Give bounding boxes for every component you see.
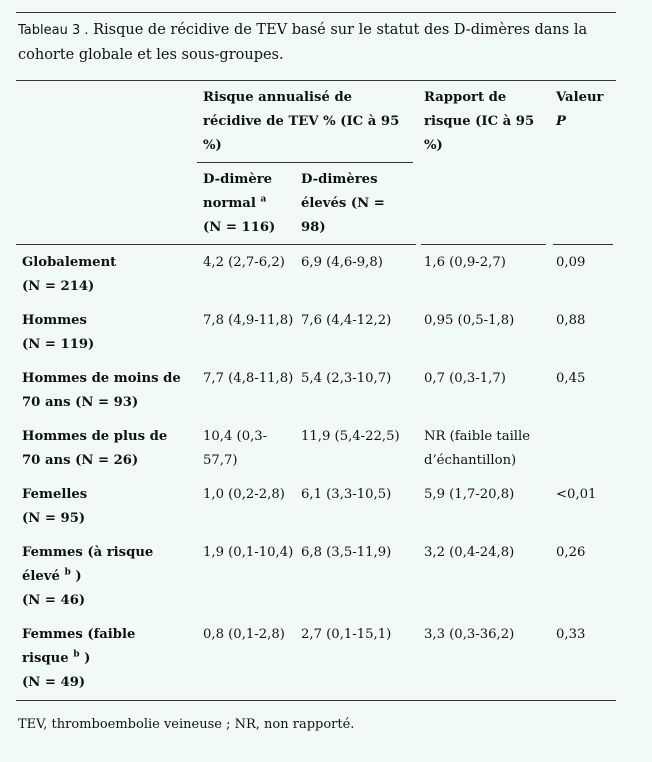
table-footnote: TEV, thromboembolie veineuse ; NR, non rapporté. bbox=[18, 717, 355, 732]
row-label bbox=[22, 425, 197, 473]
header-bottom-rule-1 bbox=[16, 244, 416, 245]
table-bottom-rule bbox=[16, 700, 616, 701]
cell-normal: 4,2 (2,7-6,2) bbox=[203, 255, 285, 270]
cell-eleve: 6,8 (3,5-11,9) bbox=[301, 545, 392, 560]
row-label-line1: Globalement bbox=[22, 255, 117, 270]
header-normal-line2 bbox=[203, 192, 295, 216]
header-bottom-rule-3 bbox=[553, 244, 613, 245]
row-label-line2: (N = 119) bbox=[22, 337, 95, 352]
row-label bbox=[22, 309, 197, 357]
header-normal-text: normal bbox=[203, 196, 256, 211]
cell-normal-line1: 10,4 (0,3- bbox=[203, 429, 268, 444]
row-label bbox=[22, 251, 197, 299]
row-label-line2: (N = 214) bbox=[22, 279, 95, 294]
table-caption bbox=[18, 18, 618, 67]
header-bottom-rule-2 bbox=[421, 244, 546, 245]
header-rr-line1: Rapport de bbox=[424, 90, 507, 105]
row-label-text: risque bbox=[22, 651, 69, 666]
cell-normal: 7,7 (4,8-11,8) bbox=[203, 371, 294, 386]
row-label-line2: (N = 95) bbox=[22, 511, 86, 526]
cell-eleve: 7,6 (4,4-12,2) bbox=[301, 313, 392, 328]
cell-p: 0,45 bbox=[556, 371, 586, 386]
row-label-line1: Hommes bbox=[22, 313, 87, 328]
cell-normal: 1,9 (0,1-10,4) bbox=[203, 545, 294, 560]
row-label bbox=[22, 541, 197, 613]
header-eleve-line2: élevés (N = bbox=[301, 196, 385, 211]
row-label-line1: Femelles bbox=[22, 487, 88, 502]
cell-p: 0,33 bbox=[556, 627, 586, 642]
cell-rr-line1: NR (faible taille bbox=[424, 429, 531, 444]
top-rule bbox=[16, 12, 616, 13]
row-label bbox=[22, 483, 197, 531]
caption-text: Risque de récidive de TEV basé sur le statut des D-dimères dans la cohorte globale et les sous-groupes. bbox=[18, 22, 588, 63]
cell-rr: 0,95 (0,5-1,8) bbox=[424, 313, 515, 328]
header-eleve bbox=[301, 168, 411, 240]
footnote-mark-b: b bbox=[73, 649, 80, 660]
header-normal bbox=[203, 168, 295, 240]
row-label-paren: ) bbox=[84, 651, 91, 666]
row-label-line1: Hommes de moins de bbox=[22, 371, 181, 386]
cell-eleve: 6,9 (4,6-9,8) bbox=[301, 255, 383, 270]
row-label-line3: (N = 49) bbox=[22, 675, 86, 690]
cell-normal: 7,8 (4,9-11,8) bbox=[203, 313, 294, 328]
header-top-rule bbox=[16, 80, 616, 81]
cell-p: 0,26 bbox=[556, 545, 586, 560]
row-label-paren: ) bbox=[75, 569, 82, 584]
header-normal-line1: D-dimère bbox=[203, 172, 273, 187]
cell-normal-line2: 57,7) bbox=[203, 453, 238, 468]
header-rr-line3: %) bbox=[424, 138, 443, 153]
row-label-line2 bbox=[22, 565, 197, 589]
cell-p: <0,01 bbox=[556, 487, 597, 502]
cell-normal bbox=[203, 425, 267, 473]
row-label-line1: Femmes (faible bbox=[22, 627, 136, 642]
row-label-line2: 70 ans (N = 93) bbox=[22, 395, 139, 410]
row-label-line2: 70 ans (N = 26) bbox=[22, 453, 139, 468]
cell-rr: 3,3 (0,3-36,2) bbox=[424, 627, 515, 642]
footnote-mark-a: a bbox=[260, 194, 267, 205]
cell-eleve: 6,1 (3,3-10,5) bbox=[301, 487, 392, 502]
cell-rr: 1,6 (0,9-2,7) bbox=[424, 255, 506, 270]
row-label-text: élevé bbox=[22, 569, 60, 584]
cell-rr bbox=[424, 425, 530, 473]
cell-normal: 1,0 (0,2-2,8) bbox=[203, 487, 285, 502]
row-label-line3: (N = 46) bbox=[22, 593, 86, 608]
cell-p: 0,09 bbox=[556, 255, 586, 270]
caption-label: Tableau 3 . bbox=[18, 23, 89, 38]
cell-eleve: 5,4 (2,3-10,7) bbox=[301, 371, 392, 386]
header-p bbox=[556, 86, 616, 134]
header-group: Risque annualisé de récidive de TEV % (IC à 95 %) bbox=[203, 90, 400, 153]
row-label-line1: Femmes (à risque bbox=[22, 545, 154, 560]
cell-p: 0,88 bbox=[556, 313, 586, 328]
header-normal-line3: (N = 116) bbox=[203, 220, 276, 235]
header-p-line1: Valeur bbox=[556, 90, 604, 105]
header-eleve-line1: D-dimères bbox=[301, 172, 378, 187]
header-rr-line2: risque (IC à 95 bbox=[424, 114, 535, 129]
header-p-line2: P bbox=[556, 114, 566, 129]
footnote-mark-b: b bbox=[64, 567, 71, 578]
cell-rr: 5,9 (1,7-20,8) bbox=[424, 487, 515, 502]
cell-rr-line2: d’échantillon) bbox=[424, 453, 517, 468]
cell-rr: 3,2 (0,4-24,8) bbox=[424, 545, 515, 560]
row-label-line1: Hommes de plus de bbox=[22, 429, 168, 444]
group-underline bbox=[197, 162, 413, 163]
row-label-line2 bbox=[22, 647, 197, 671]
row-label bbox=[22, 367, 197, 415]
cell-rr: 0,7 (0,3-1,7) bbox=[424, 371, 506, 386]
cell-normal: 0,8 (0,1-2,8) bbox=[203, 627, 285, 642]
header-rr bbox=[424, 86, 549, 158]
cell-eleve: 11,9 (5,4-22,5) bbox=[301, 429, 400, 444]
row-label bbox=[22, 623, 197, 695]
cell-eleve: 2,7 (0,1-15,1) bbox=[301, 627, 392, 642]
header-eleve-line3: 98) bbox=[301, 220, 326, 235]
